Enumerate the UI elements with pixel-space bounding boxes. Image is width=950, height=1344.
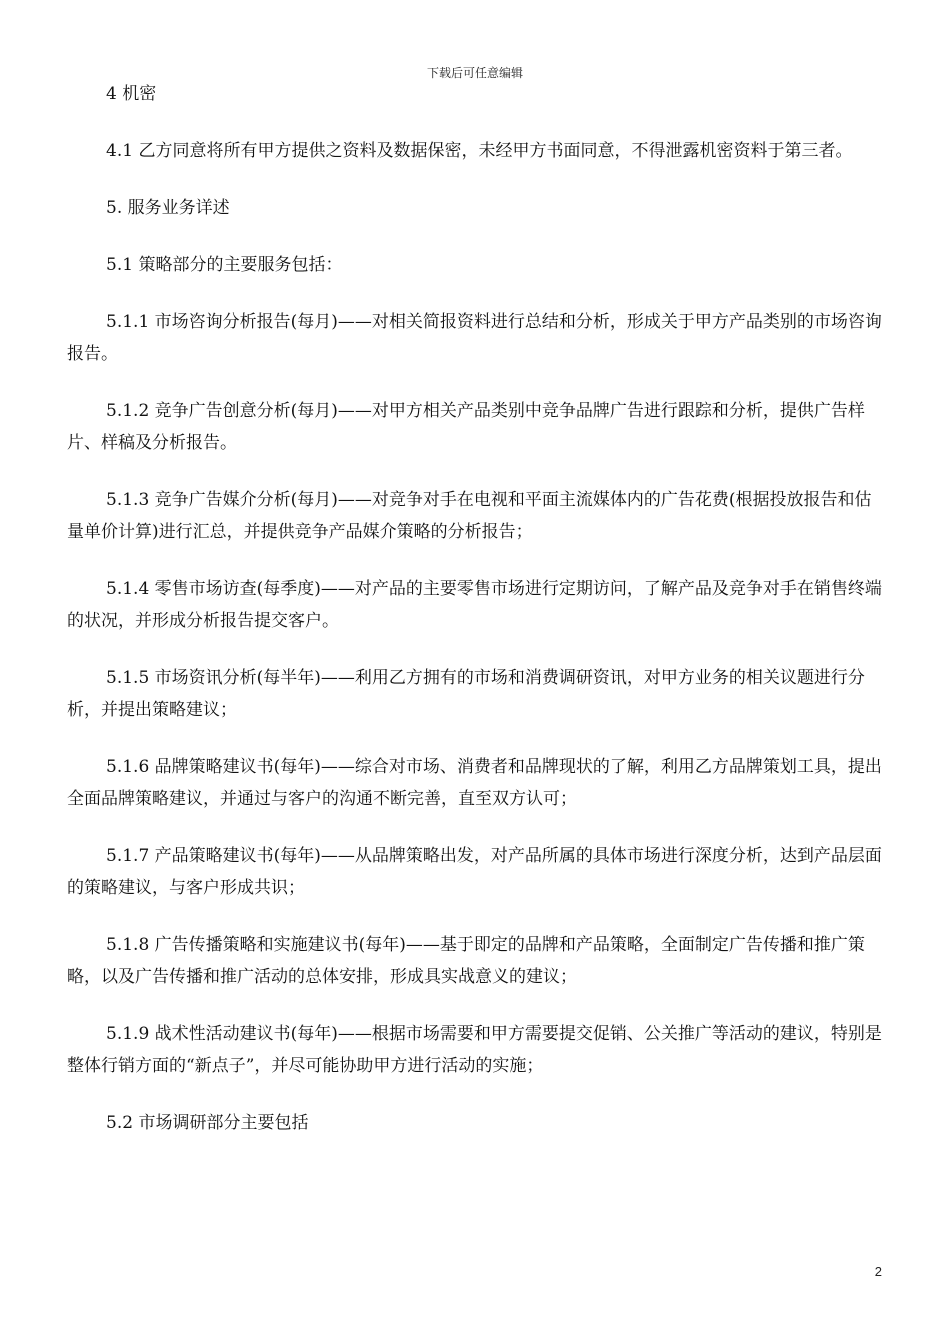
page-number: 2 [874,1264,882,1279]
section-heading-services: 5. 服务业务详述 [106,198,230,218]
document-body [67,78,883,1164]
clause-5-1-3: 5.1.3 竞争广告媒介分析(每月)——对竞争对手在电视和平面主流媒体内的广告花费(根据投放报告和估量单价计算)进行汇总，并提供竞争产品媒介策略的分析报告； [67,490,872,542]
clause-5-1-4: 5.1.4 零售市场访查(每季度)——对产品的主要零售市场进行定期访问，了解产品及竞争对手在销售终端的状况，并形成分析报告提交客户。 [67,579,882,631]
clause-5-1-8: 5.1.8 广告传播策略和实施建议书(每年)——基于即定的品牌和产品策略，全面制定广告传播和推广策略，以及广告传播和推广活动的总体安排，形成具实战意义的建议； [67,935,865,987]
clause-5-1-2: 5.1.2 竞争广告创意分析(每月)——对甲方相关产品类别中竞争品牌广告进行跟踪和分析，提供广告样片、样稿及分析报告。 [67,401,865,453]
clause-5-1-9: 5.1.9 战术性活动建议书(每年)——根据市场需要和甲方需要提交促销、公关推广等活动的建议，特别是整体行销方面的“新点子”，并尽可能协助甲方进行活动的实施； [67,1024,882,1076]
clause-5-1-5: 5.1.5 市场资讯分析(每半年)——利用乙方拥有的市场和消费调研资讯，对甲方业务的相关议题进行分析，并提出策略建议； [67,668,865,720]
clause-5-1-6: 5.1.6 品牌策略建议书(每年)——综合对市场、消费者和品牌现状的了解，利用乙方品牌策划工具，提出全面品牌策略建议，并通过与客户的沟通不断完善，直至双方认可； [67,757,882,809]
header-note: 下载后可任意编辑 [426,66,523,80]
clause-4-1: 4.1 乙方同意将所有甲方提供之资料及数据保密，未经甲方书面同意，不得泄露机密资料于第三者。 [106,141,853,161]
section-heading-confidentiality: 4 机密 [106,84,157,104]
clause-5-1-7: 5.1.7 产品策略建议书(每年)——从品牌策略出发，对产品所属的具体市场进行深度分析，达到产品层面的策略建议，与客户形成共识； [67,846,882,898]
clause-5-1-1: 5.1.1 市场咨询分析报告(每月)——对相关简报资料进行总结和分析，形成关于甲方产品类别的市场咨询报告。 [67,312,882,364]
clause-5-2: 5.2 市场调研部分主要包括 [106,1113,309,1133]
clause-5-1: 5.1 策略部分的主要服务包括： [106,255,343,275]
